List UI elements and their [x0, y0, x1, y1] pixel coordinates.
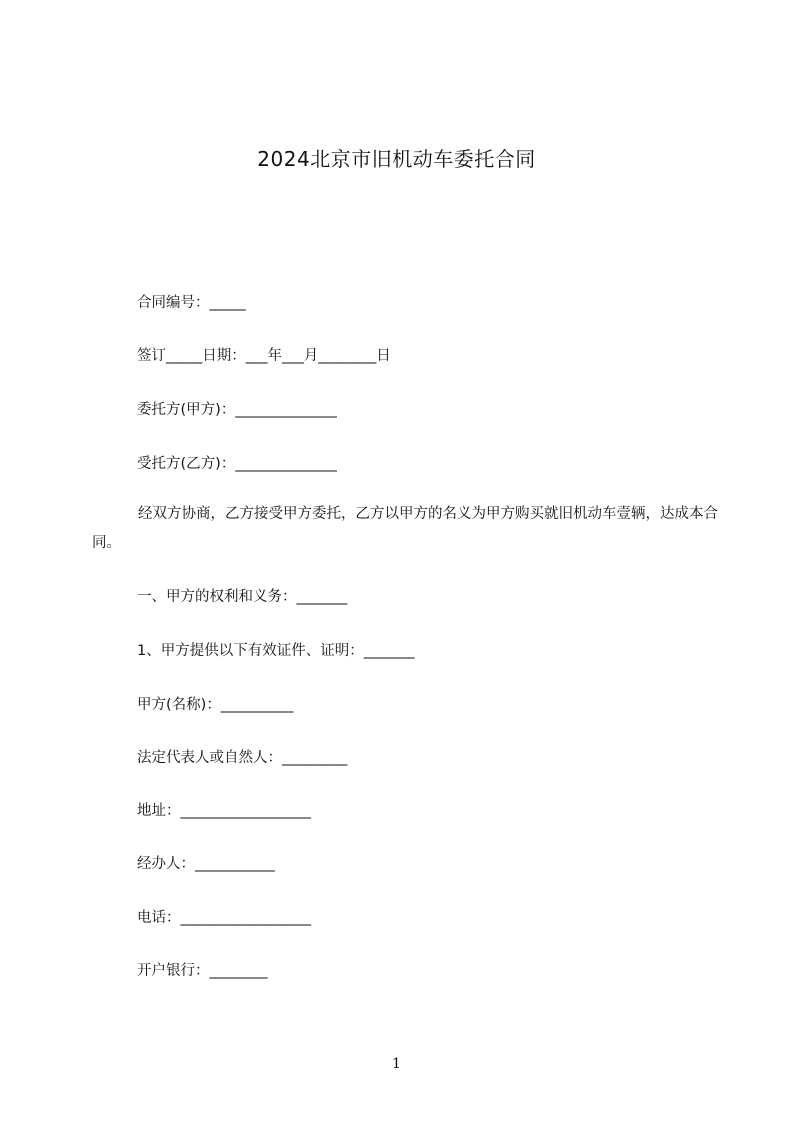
page-number: 1 [392, 1056, 401, 1072]
legal-rep-field: 法定代表人或自然人：_________ [137, 750, 348, 766]
address-field: 地址：__________________ [137, 803, 311, 819]
trustee-party-field: 受托方(乙方)：______________ [137, 456, 337, 472]
handler-field: 经办人：___________ [137, 856, 275, 872]
contract-number-field: 合同编号：_____ [137, 295, 246, 311]
client-party-field: 委托方(甲方)：______________ [137, 402, 337, 418]
contract-title: 2024北京市旧机动车委托合同 [257, 147, 536, 171]
sign-date-field: 签订_____日期：___年___月________日 [137, 348, 391, 364]
intro-paragraph: 经双方协商，乙方接受甲方委托，乙方以甲方的名义为甲方购买就旧机动车壹辆，达成本合同。 [92, 506, 718, 551]
item-one-text: 1、甲方提供以下有效证件、证明：_______ [137, 643, 415, 659]
party-a-name-field: 甲方(名称)：__________ [137, 697, 294, 713]
phone-field: 电话：__________________ [137, 910, 311, 926]
bank-field: 开户银行：________ [137, 963, 268, 979]
section-one-heading: 一、甲方的权利和义务：_______ [137, 589, 348, 605]
